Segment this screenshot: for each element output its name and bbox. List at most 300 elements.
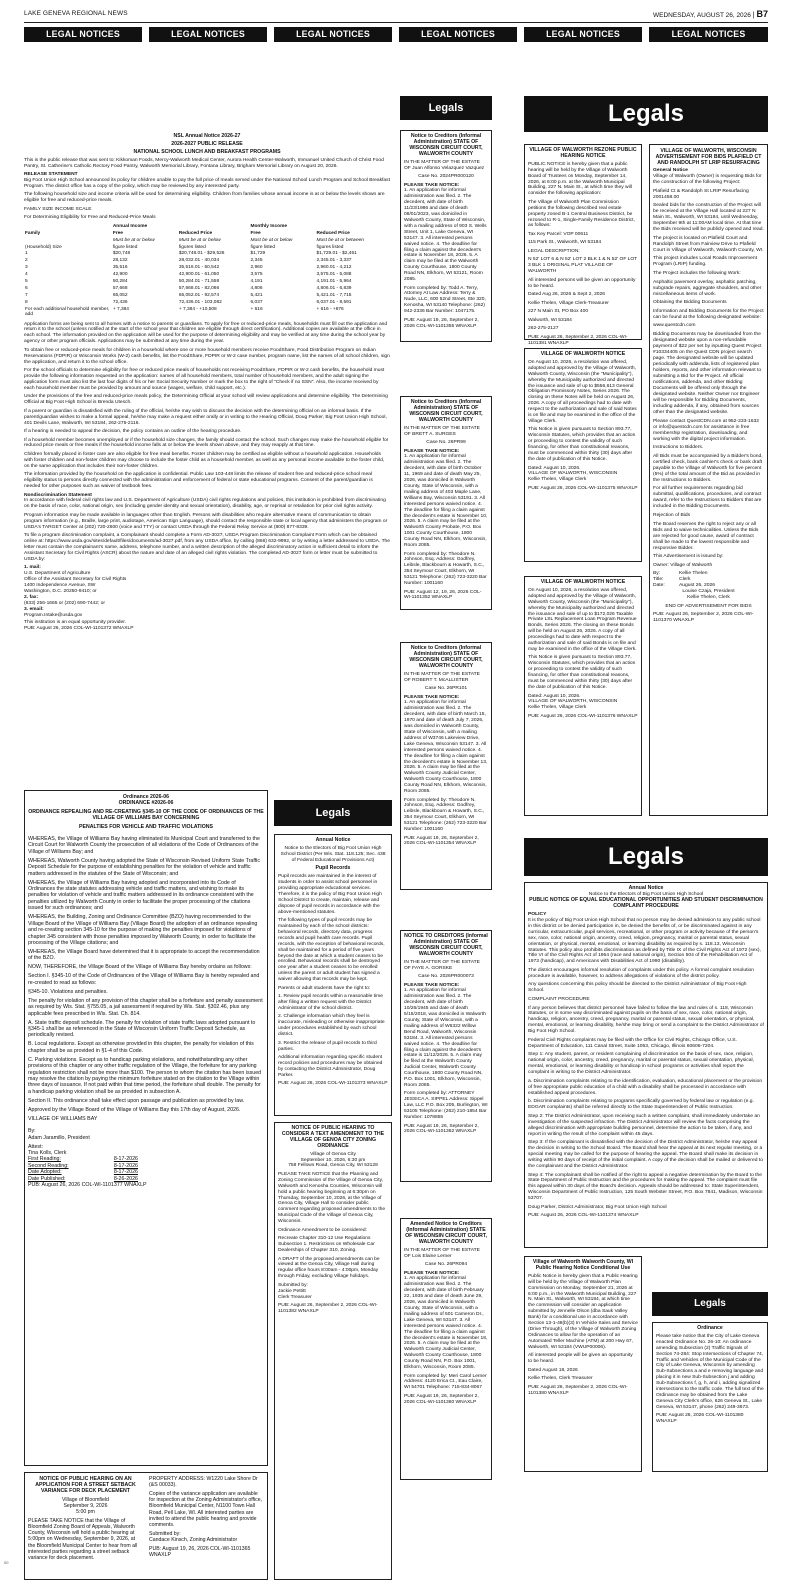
rezone-line-5: LEGAL DESCRIPTION:	[528, 248, 580, 254]
rezone-line-9: Kellie Thelen, Village Clerk-Treasurer	[528, 300, 609, 306]
bids-sig-label: Date:	[653, 583, 665, 589]
bloom-copies: Copies of the variance application are available for inspection at the Zoning Administrator's office, Bloomfield Municipal Center, N1100 Town Hall Road, Pell Lake, WI. All interested parties are invited to attend the public hearing and provide comments.	[149, 1491, 263, 1529]
rezone-line-7: All interested persons will be given an opportunity to be heard.	[528, 277, 636, 289]
rezone-line-2: The Village of Walworth Plan Commission petitions the following described real estate property zoned B-1 Central Business District, be rezoned to R-1, Single-Family Residence District, as follows:	[528, 199, 635, 229]
ord-reading-date: 8-17-2026	[113, 1169, 138, 1176]
bids-paragraph-13: Instructions to Bidders.	[653, 445, 704, 451]
income-cell: 6,037.01 - 8,591	[316, 299, 352, 305]
income-cell: 57,668.01 - 82,066	[178, 285, 220, 291]
bids-sig-label: By:	[653, 571, 661, 577]
cred5-body: 1. An application for informal administration was filed. 2. The decedent, with date of birth February 22, 1935 and date of death June 29, 2026, was domiciled in Walworth County, State of Wisconsin, with a mailing address of 501 Cameron Dr., Lake Geneva, WI 53147. 3. All interested persons waived notice. 4. The deadline for filing a claim against the decedent's estate is November 18, 2026. 5. A claim may be filed at the Walworth County Judicial Center, Walworth County Courthouse, 1800 County Road NN, P.O. Box 1001, Elkhorn, Wisconsin, Room 2085.	[404, 1276, 488, 1371]
bf-paragraph-7: Step 1: Any student, parent, or resident complaining of discrimination on the basis of sex, race, religion, national origin, color, ancestry, creed, pregnancy, marital or parental status, sexual orientation, physical, mental, emotional, or learning disability or handicap in school programs or activities shall report the complaint in writing to the District Administrator.	[528, 1052, 754, 1076]
ord-reading-date: 8-26-2026	[113, 1175, 138, 1182]
nsl-body-paragraph-1: Application forms are being sent to all homes with a notice to parents or guardians. To apply for free or reduced-price meals, households must fill out the application and return it to the school (unless notified at the start of the school year that children are eligible through direct certification). Additional copies are available at the office in each school. The information provided on the application will be used for the purpose of determining eligibility and may be verified at any time during the school year by agency or other program officials. Applications may be submitted at any time during the year.	[24, 321, 388, 345]
bf-paragraph-10: Step 2: The District Administrator, upon receiving such a written complaint, shall immediately undertake an investigation of the suspected infraction. The District Administrator will review the facts comprising the alleged discrimination with appropriate building personnel, determine the action to be taken, if any, and report in writing the result of the complaint within 45 days.	[528, 1113, 760, 1137]
bids-sig-value: Kellie Thelen	[679, 571, 708, 577]
ord-paragraph-13: Section II. This ordinance shall take effect upon passage and publication as provided by law.	[28, 1097, 245, 1104]
bloom-date: September 9, 2026	[63, 1502, 108, 1509]
advertisement-for-bids	[649, 144, 768, 816]
lg-text: Please take notice that the City of Lake Geneva enacted Ordinance No. 26-10: An ordinance amending Subsection (2) Traffic Signals of Section 74-284: Stop Intersections of Chapter 74, Traffic and Vehicles of the Municipal Code of the City of Lake Geneva, Wisconsin by amending Sub-Subsections a and e removing language and placing it in new Sub-Subsection j and adding Sub-Subsections f, g, h, and i, adding signalized intersections to the traffic code. The full text of the Ordinance may be obtained from the Lake Geneva City Clerk's office, 626 Geneva St., Lake Geneva, WI 53147, phone (262) 249-3673.	[656, 1333, 764, 1410]
mail-label: 1. mail:	[24, 565, 41, 571]
bf-paragraph-6: Federal Civil Rights complaints may be filed with the Office for Civil Rights, Chicago Office, U.S. Department of Education, 111 Canal Street, Suite 1053, Chicago, Illinois 60606-7204.	[528, 1037, 737, 1049]
bids-paragraph-18: This Advertisement is issued by:	[653, 554, 724, 560]
cu-paragraph-2: All interested people will be given an opportunity to be heard.	[528, 1353, 633, 1365]
income-row	[24, 258, 390, 265]
mail-line-3: 1400 Independence Avenue, SW	[24, 583, 96, 588]
income-cell: 1	[25, 251, 28, 257]
rezone-line-4: 115 Park St., Walworth, WI 53184	[528, 240, 602, 246]
nsl-nd-paragraph-2: Program information may be made available in languages other than English. Persons with disabilities who require alternative means of communication to obtain program information (e.g., Braille, large print, audiotape, American Sign Language), should contact the responsible state or local agency that administers the program or USDA's TARGET Center at (202) 720-2600 (voice and TTY) or contact USDA through the Federal Relay Service at (800) 877-8339.	[24, 512, 388, 530]
income-cell: 3	[25, 265, 28, 271]
bids-paragraph-16: Rejection of Bids	[653, 512, 691, 518]
ord-paragraph-4: WHEREAS, the Building, Zoning and Ordinance Committee (BZO) having recommended to the Village Board of the Village of Williams Bay (Village Board) the adoption of an ordinance repealing and re-creating section 345-10 for the purpose of making the penalties imposed for violations of chapter 345 consistent with those penalties imposed by Walworth County, in order to facilitate the processing of the Village citations; and	[28, 914, 258, 946]
income-cell: 65,052	[112, 292, 128, 298]
cred4-form: Form completed by: ATTORNEY JESSICA A. SIPPEL Address: Sippel Law, LLC P.O. Box 205, Burlington, WI 53105 Telephone: (262) 210-1854 Bar Number: 1078855	[404, 1091, 488, 1121]
cred1-form: Form completed by: Todd A. Terry, Attorney At Law Address: Terry & Nude, LLC, 600 52nd Street, Ste 320, Kenosha, WI 53140 Telephone: (262) 942-2336 Bar Number: 1047175.	[404, 285, 486, 315]
genoa-pub: PUB: August 26, September 2, 2026 COL-WI-1101382 WNAXLP	[278, 1303, 378, 1314]
cred4-pub: PUB: August 19, 26, September 2, 2026 COL-WI-1101362 WNAXLP	[404, 1123, 479, 1135]
ord-paragraph-5: WHEREAS, the Village Board have determined that it is appropriate to accept the recommendation of the BZO.	[28, 948, 260, 962]
email-line: Program.Intake@usda.gov	[24, 612, 83, 618]
bids-paragraph-9: Information and Bidding Documents for the Project can be found at the following designated website:	[653, 308, 764, 320]
bids-paragraph-11: Bidding Documents may be downloaded from the designated website upon a non-refundable payment of $22 per set by inputting Quest Project #10334405 on the Quest CDN project search page. The designated website will be updated periodically with addenda, lists of registered plan holders, reports, and other information relevant to submitting a Bid for the Project. All official notifications, addenda, and other Bidding Documents will be offered only through the designated website. Neither Owner nor Engineer will be responsible for Bidding Documents, including addenda, if any, obtained from sources other than the designated website.	[653, 331, 762, 415]
banner-1: LEGAL NOTICES	[24, 27, 142, 42]
income-cell: 4	[25, 272, 28, 278]
income-cell: 7	[25, 292, 28, 298]
income-cell: + 7,384 - +10,508	[178, 306, 217, 312]
ord-president: Adam Jaramillo, President	[28, 1134, 90, 1141]
rezone-pub: PUB: August 26, September 2, 2026 COL-WI-1101381 WNAXLP	[528, 334, 628, 346]
cred5-form: Form completed by: Meri Carol Lerner Address: 4120 Erica Ct., Eau Claire, WI 54701 Telephone: 715-834-8067	[404, 1373, 487, 1391]
creditors-mcallister	[400, 642, 492, 890]
income-cell: 28,132	[112, 258, 128, 264]
ord-paragraph-8: §345-10. Violations and penalties.	[28, 988, 108, 995]
rezone-heading: VILLAGE OF WALWORTH REZONE PUBLIC HEARING NOTICE	[529, 147, 637, 159]
cu-paragraph-4: Kellie Thelen, Clerk Treasurer	[528, 1376, 593, 1382]
bloomfield-right	[149, 1476, 264, 1561]
cred1-title: Notice to Creditors (Informal Administration) STATE OF WISCONSIN CIRCUIT COURT, WALWORTH COUNTY	[409, 133, 483, 157]
ord-paragraph-11: B. Local regulations. Except as otherwise provided in this chapter, the penalty for violation of this chapter shall be as provided in §1-4 of this Code.	[28, 1041, 254, 1054]
nsl-subtitle: 2026-2027 PUBLIC RELEASE	[171, 140, 243, 147]
conditional-use-hearing	[524, 1256, 642, 1472]
income-cell: 35,516.01 - 50,542	[178, 265, 220, 271]
legals-label-large-2: Legals	[524, 838, 768, 876]
income-cell: 2,960.01 - 4,212	[316, 265, 352, 271]
creditors-surges	[400, 396, 492, 610]
pupil-intro: Notice to the Electors of Big Foot Union High School District (Per Wis. Stat. 118.125; Sec. 438 of Federal Educational Provisions Act)	[280, 845, 386, 863]
bf-paragraph-2: The district encourages informal resolution of complaints under this policy. A formal complaint resolution procedure is available, however, to address allegations of violations of the district policy.	[528, 967, 755, 979]
bids-paragraph-4: The project is located on Plafield Court and Randolph Street from Fairview Drive to Plafield Court in Village of Walworth, Walworth County, WI.	[653, 235, 764, 253]
rezone-line-1: PUBLIC NOTICE is hereby given that a public hearing will be held by the Village of Walworth Board of Trustees on Monday, September 14, 2026, at 6:00 p.m. at the Walworth Municipal Building, 227 N. Main St., at which time they will consider the following application:	[528, 161, 632, 197]
equal-opportunity-notice	[524, 882, 768, 1248]
ord-heading: ORDINANCE REPEALING AND RE-CREATING §345-10 OF THE CODE OF ORDINANCES OF THE VILLAGE OF WILLIAMS BAY CONCERNING	[28, 808, 264, 822]
ord-paragraph-12: C. Parking violations. Except as to handicap parking violations, and notwithstanding any other provisions of this chapter or any other traffic regulation of the Village, the forfeiture for any parking regulation restriction shall not be more than $100. The person to whom the citation has been issued may resolve the citation by paying the minimum forfeiture stated on the citation to the Village within three days of issuance. If not paid within that time period, the forfeiture shall double. The penalty for a handicap parking violation shall be as provided in subsection A.	[28, 1056, 262, 1095]
ord-number: ORDINANCE #2026-06	[118, 800, 174, 807]
nsl-body	[24, 322, 390, 490]
income-cell: 42,900	[112, 272, 128, 278]
pupil-paragraph-7: Additional information regarding specific student record policies and procedures may be obtained by contacting the District Administrator, Doug Parker.	[278, 1055, 383, 1078]
nsl-body-paragraph-5: If a parent or guardian is dissatisfied with the ruling of the official, he/she may wish to discuss the decision with the determining official on an informal basis. If the parent/guardian wishes to make a formal appeal, he/she may make a request either orally or in writing to the Hearing Official, Doug Parker, Big Foot Union High School, 401 Devils Lane, Walworth, WI 53184, 262-275-2116.	[24, 408, 387, 426]
fig-1: figure listed	[112, 244, 138, 250]
issue-date-text: WEDNESDAY, AUGUST 26, 2026	[653, 12, 751, 19]
bloom-submitted: Submitted by:	[149, 1530, 181, 1537]
cred2-form: Form completed by: Theodore N. Johnson, Esq. Address: Godfrey, Leibsle, Blackbourn & Howarth, S.C., 354 Seymour Court, Elkhorn, WI 53121 Telephone: (262) 723-3220 Bar Number: 1001160	[404, 551, 487, 587]
mail-line-2: Office of the Assistant Secretary for Civil Rights	[24, 577, 127, 583]
cred3-title: Notice to Creditors (Informal Administration) STATE OF WISCONSIN CIRCUIT COURT, WALWORTH COUNTY	[409, 645, 483, 669]
income-row	[24, 292, 390, 299]
bids-paragraph-1: Village of Walworth (Owner) is requesting Bids for the construction of the following Project:	[653, 174, 762, 185]
income-cell: 42,900.01 - 61,050	[178, 272, 220, 278]
ord-paragraph-10: A. State traffic deposit schedule. The penalty for violation of state traffic laws adopted pursuant to §345-1 shall be as referenced in the State of Wisconsin Uniform Traffic Deposit Schedule, as periodically revised.	[28, 1019, 256, 1039]
bids-paragraph-3: Sealed bids for the construction of the Project will be received at the Village Hall located at 227 N Main St., Walworth, WI 53184, until Wednesday, September 9th at 11:00AM local time. At that time the Bids received will be publicly opened and read.	[653, 203, 764, 233]
col-family: Family	[25, 230, 41, 236]
legals-label-small: Legals	[400, 96, 492, 120]
income-row	[24, 299, 390, 306]
ord-clerk: Tina Kolls, Clerk	[28, 1150, 67, 1156]
genoa-paragraph-2: Ordinance Amendment to be considered:	[278, 1227, 367, 1233]
page-number: B7	[756, 9, 768, 19]
col-free-annual: Free	[112, 230, 123, 236]
n1-name: Kellie Thelen, Village Clerk	[528, 477, 587, 483]
income-cell: 2,960	[250, 265, 263, 271]
bids-paragraph-19: Owner: Village of Walworth	[653, 562, 713, 568]
publication-name: LAKE GENEVA REGIONAL NEWS	[24, 10, 128, 17]
income-cell: 5,421	[250, 292, 263, 298]
cred3-case: Case No. 26PR101	[424, 686, 468, 692]
cred4-case: Case No. 2026PR000073	[418, 974, 474, 980]
income-row	[24, 306, 390, 319]
sub-free: Must be at or below	[112, 237, 155, 243]
income-cell: 35,516	[112, 265, 128, 271]
income-cell: 5	[25, 278, 28, 284]
ord-paragraph-9: The penalty for violation of any provision of this chapter shall be a forfeiture and penalty assessment as required by Wis. Stat. §755.05, a jail assessment if required by Wis. Stat. §302.46, plus any applicable fees prescribed in Wis. Stat. Ch. 814.	[28, 997, 263, 1017]
sub-reduced: Must be at or below	[178, 237, 221, 243]
pupil-heading: Pupil Records	[315, 865, 351, 872]
ord-title: Ordinance 2026-06	[122, 794, 170, 800]
bf-title: Annual Notice	[628, 885, 664, 891]
n2-heading: VILLAGE OF WALWORTH NOTICE	[540, 579, 626, 585]
cred1-body: 1. An application for informal administration was filed. 2. The decedent, with date of birth 11/23/1986 and date of death 08/01/2023, was domiciled in Walworth County, State of Wisconsin, with a mailing address of 903 S. Wells Street, Unit 1, Lake Geneva, WI 53147. 3. All interested persons waived notice. 4. The deadline for filing a claim against the decedent's estate is November 18, 2026. 5. A claim may be filed at the Walworth County Courthouse, 1800 County Road NN, Elkhorn, WI 53121, Room 2085.	[404, 188, 487, 283]
col-reduced-annual: Reduced Price	[178, 230, 213, 236]
cred5-case: Case No. 26PR094	[424, 1262, 468, 1268]
banner-2: LEGAL NOTICES	[149, 27, 267, 42]
income-cell: 3,575.01 - 5,088	[316, 272, 352, 278]
pupil-title: Annual Notice	[315, 837, 351, 843]
pupil-paragraphs	[278, 874, 388, 1079]
cred3-body: 1. An application for informal administration was filed. 2. The decedent, with date of birth March 15, 1970 and date of death July 7, 2026, was domiciled in Walworth County, State of Wisconsin, with a mailing address of W3746 Lakeview Drive, Lake Geneva, Wisconsin 53147. 3. All interested persons waived notice. 4. The deadline for filing a claim against the decedent's estate is November 13, 2026. 5. A claim may be filed at the Walworth County Judicial Center, Walworth County Courthouse, 1800 County Road NN, Elkhorn, Wisconsin, Room 2085.	[404, 700, 488, 795]
bids-signature	[653, 571, 764, 589]
genoa-name: Jackie Pettitt	[278, 1288, 306, 1294]
pupil-pub: PUB: August 26, 2026 COL-WI-1101373 WNAXLP	[278, 1081, 388, 1087]
n2-pub: PUB: August 26, 2026 COL-WI-1101376 WNAXLP	[528, 713, 638, 719]
nsl-release-text: Big Foot Union High School announced its policy for children unable to pay the full price of meals served under the National School Lunch Program and School Breakfast Program. The district office has a copy of the policy, which may be reviewed by any interested party.	[24, 178, 390, 189]
fig-3: figure listed	[250, 244, 276, 250]
bf-paragraph-4: COMPLAINT PROCEDURE	[528, 996, 590, 1002]
n1-pub: PUB: August 26, 2026 COL-WI-1101375 WNAXLP	[528, 485, 638, 491]
genoa-addr: 758 Fellows Road, Genoa City, WI 53128	[288, 1163, 378, 1169]
income-row	[24, 285, 390, 292]
bf-paragraphs	[528, 918, 764, 1211]
income-cell: 2	[25, 258, 28, 264]
banner-6: LEGAL NOTICES	[649, 27, 768, 42]
genoa-place: Village of Genoa City	[310, 1151, 356, 1157]
rezone-line-8: Dated Aug 26, 2026 & Sept 2, 2026	[528, 292, 605, 298]
income-cell: 4,806	[250, 285, 263, 291]
legals-label-large: Legals	[524, 96, 768, 132]
cu-pub: PUB: August 26, September 2, 2026 COL-WI-1101380 WNAXLP	[528, 1384, 628, 1396]
n1-dated: Dated: August 10, 2026.	[528, 465, 581, 471]
ordinance-williams-bay	[24, 790, 268, 1466]
sub-m-reduced: Must be at or between	[316, 237, 364, 243]
nsl-heading: NATIONAL SCHOOL LUNCH AND BREAKFAST PROGRAMS	[133, 148, 281, 155]
nsl-annual-notice	[24, 134, 390, 772]
n1-text2: This Notice is given pursuant to Section 893.77, Wisconsin Statutes, which provides that an action or proceeding to contest the validity of such financing, for other than constitutional reasons, must be commenced within thirty (30) days after the date of publication of this Notice.	[528, 427, 636, 462]
fax-label: 2. fax:	[24, 594, 39, 600]
bf-paragraph-8: a. Discrimination complaints relating to the identification, evaluation, educational placement or the provision of free appropriate public education of a child with a disability shall be processed in accordance with established appeal procedures.	[528, 1078, 763, 1096]
genoa-paragraph-4: A DRAFT of the proposed amendments can be viewed at the Genoa City, Village Hall during regular office hours 8:00am - 4:00pm, Monday through Friday, excluding Village holidays.	[278, 1256, 380, 1280]
income-cell: $1,729	[250, 251, 266, 257]
ord-reading-label: Date Published:	[28, 1175, 66, 1182]
bf-paragraph-5: If any person believes that district personnel have failed to follow the law and rules of s. 118, Wisconsin Statutes, or in some way discriminated against pupils on the basis of sex, race, color, national origin, handicap, religion, ancestry, creed, pregnancy, marital or parental status, sexual orientation, or physical, mental, emotional, or learning disability, he/she may bring or send a complaint to the District Administrator of Big Foot High School.	[528, 1005, 764, 1035]
genoa-role: Clerk Treasurer	[278, 1294, 312, 1300]
income-cell: 8	[25, 299, 28, 305]
income-cell: 72,436.01 - 103,082	[178, 299, 222, 305]
lg-heading: Ordinance	[697, 1325, 723, 1331]
cred2-take: PLEASE TAKE NOTICE:	[404, 448, 460, 454]
nsl-body-paragraph-3: For the school officials to determine eligibility for free or reduced price meals of households not receiving FoodShare, FDPIR or W-2 cash benefits, the household must provide the following information requested on the application: names of all household members, total number of household members, and the adult signing the application form must also list the last four digits of his or her Social Security Number or mark the box to the right of "Check if no SSN". Also, the income received by each household member must be provided by amount and source (wages, welfare, child support, etc.).	[24, 368, 385, 391]
bf-intro: Notice to the Electors of Big Foot Union High School	[588, 891, 704, 897]
nsl-nd-paragraph-3: To file a program discrimination complaint, a Complainant should complete a Form AD-3027, USDA Program Discrimination Complaint Form which can be obtained online at: https://www.usda.gov/sites/default/files/documents/ad-3027.pdf, from any USDA office, by calling (866) 632-9992, or by writing a letter addressed to USDA. The letter must contain the complainant's name, address, telephone number, and a written description of the alleged discriminatory action in sufficient detail to inform the Assistant Secretary for Civil Rights (ASCR) about the nature and date of an alleged civil rights violation. The completed AD-3027 form or letter must be submitted to USDA by:	[24, 533, 390, 562]
nsl-body-paragraph-4: Under the provisions of the free and reduced-price meals policy, the Determining Official at your school will review applications and determine eligibility. The Determining Official at Big Foot High School is Brenda Utesch.	[24, 394, 388, 406]
pupil-paragraph-4: 1. Review pupil records within a reasonable time after filing a written request with the District Administrator of the school district.	[278, 994, 383, 1011]
mail-line-1: U.S. Department of Agriculture	[24, 571, 91, 577]
nsl-body-paragraph-2: To obtain free or reduced-price meals for children in a household where one or more household members receive FoodShare, Food Distribution Program on Indian Reservations (FDPIR) or Wisconsin Works (W-2) cash benefits, list the FoodShare, FDPIR or W-2 case number, program name, list the names of all school children, sign the application, and return it to the school office.	[24, 347, 390, 365]
cred2-case: Case No. 26PR99	[426, 440, 466, 446]
ord-paragraph-7: Section I. §345-10 of the Code of Ordinances of the Village of Williams Bay is hereby repealed and re-created to read as follows:	[28, 973, 260, 986]
genoa-paragraph-1: PLEASE TAKE NOTICE that the Planning and Zoning Commission of the Village of Genoa City, Walworth and Kenosha Counties, Wisconsin will hold a public hearing beginning at 6:30pm on Thursday, September 10, 2026, at the Village of Genoa City, Village Hall to consider public comment regarding proposed amendments to the Municipal Code of the Village of Genoa City, Wisconsin.	[278, 1171, 386, 1225]
income-cell: 65,052.01 - 92,574	[178, 292, 220, 298]
genoa-city-hearing	[274, 1122, 392, 1580]
income-cell: For each additional household member, add	[25, 306, 110, 318]
col-annual: Annual Income	[112, 223, 148, 229]
cred2-pub: PUB: August 12, 19, 26, 2026 COL-WI-1101352 WNAXLP	[404, 589, 482, 601]
bids-heading: VILLAGE OF WALWORTH, WISCONSIN ADVERTISEMENT FOR BIDS PLAFIELD CT AND RANDOLPH ST LRIP RESURFACING	[655, 148, 762, 166]
income-row	[24, 271, 390, 278]
cred1-pub: PUB: August 19, 26, September 2, 2026 COL-WI-1101355 WNAXLP	[404, 317, 479, 329]
income-cell: 57,668	[112, 285, 128, 291]
bids-sig-value: August 26, 2026	[679, 583, 715, 589]
nsl-scale-text: The following household size and income criteria will be used for determining eligibility. Children from families whose annual income is at or below the levels shown are eligible for free and reduced-price meals.	[24, 192, 385, 204]
income-cell: 4,191	[250, 278, 263, 284]
cu-paragraph-3: Dated August 18, 2026	[528, 1367, 578, 1373]
income-cell: 3,575	[250, 272, 263, 278]
nsl-body-paragraph-9: The information provided by the household on the application is confidential. Public Law 103-448 limits the release of student free and reduced-price school meal eligibility status to persons directly connected with the administration and enforcement of federal or state educational programs. Consent of the parent/guardian is needed for other purposes such as waiver of textbook fees.	[24, 472, 373, 490]
walworth-notice-1	[524, 348, 642, 562]
rezone-line-10: 227 N Main St, PO Box 400	[528, 309, 589, 315]
ord-readings	[28, 1156, 264, 1182]
nsl-body-paragraph-6: If a hearing is needed to appeal the decision, the policy contains an outline of the hearing procedure.	[24, 429, 242, 434]
n2-name: Kellie Thelen, Village Clerk	[528, 705, 587, 711]
bids-notice-label: General Notice	[653, 168, 688, 173]
col-free-monthly: Free	[250, 230, 261, 236]
income-cell: 72,436	[112, 299, 128, 305]
cu-paragraph-1: Public Notice is hereby given that a Public Hearing will be held by the Village of Walworth Plan Commission on Monday, September 21, 2026 at 6:00 p.m., in the Walworth Municipal Building, 227 N. Main St., Walworth, WI 53184, at which time the commission will consider an application submitted by Jennelle Olson (dba Sauk Valley Bank) for a conditional use in accordance with Section 13-1-48(b)(3) In Vehicle Sales and Service (Drive Through), of the Village of Walworth Zoning Ordinances to allow for the operation of an Automated Teller Machine (ATM) at 200 Hwy 67, Walworth, WI 53184 (VWUP00006).	[528, 1273, 638, 1350]
cred5-take: PLEASE TAKE NOTICE:	[404, 1270, 460, 1276]
cred3-matter: IN THE MATTER OF THE ESTATE OF ROBERT T. McALLISTER	[404, 671, 480, 683]
bloom-pub: PUB: August 19, 26, 2026 COL-WI-1101365 WNAXLP	[149, 1545, 251, 1559]
genoa-submitted: Submitted by:	[278, 1282, 308, 1288]
nsl-scale-label: FAMILY SIZE INCOME SCALE	[24, 206, 92, 212]
genoa-when: September 10, 2026, 6:30 pm	[300, 1157, 366, 1163]
rezone-line-3: Tax Key Parcel: VOP 00611	[528, 231, 589, 237]
income-cell: $20,748	[112, 251, 131, 257]
fax-line: (833) 256-1665 or (202) 690-7442; or	[24, 600, 106, 606]
bids-paragraph-7: Asphaltic pavement overlay, asphaltic patching, subgrade repairs, aggregate shoulders, and other miscellaneous items of work.	[653, 279, 762, 297]
banner-5: LEGAL NOTICES	[524, 27, 642, 42]
pupil-paragraph-3: Parents or adult students have the right to:	[278, 985, 371, 991]
nsl-table-caption: For Determining Eligibility for Free and Reduced-Price Meals	[24, 215, 156, 221]
bloom-heading: NOTICE OF PUBLIC HEARING ON AN APPLICATION FOR A STREET SETBACK VARIANCE FOR DECK PLACEMENT	[35, 1476, 136, 1495]
n1-text: On August 10, 2026, a resolution was offered, adopted and approved by the Village of Walworth, Walworth County, Wisconsin (the "Municipality"), whereby the Municipality authorized and directed the issuance and sale of up to $556,613 General Obligation Promissory Notes, Series 2026. The closing on these Notes will be held on August 26, 2026. A copy of all proceedings had to date with respect to the authorization and sale of said Notes is on file and may be examined in the office of the Village Clerk.	[528, 359, 637, 424]
income-row	[24, 265, 390, 272]
banner-3: LEGAL NOTICES	[274, 27, 392, 42]
bf-paragraph-1: It is the policy of Big Foot Union High School that no person may be denied admission to any public school in this district or be denied participation in, be denied the benefits of, or be discriminated against in any curricular, extracurricular, pupil services, recreational, or other program or activity because of the person's sex, race, color, national origin, ancestry, creed, religion, pregnancy, marital or parental status, sexual orientation, or physical, mental, emotional, or learning disability as required by s. 118.13, Wisconsin Statutes. This policy also prohibits discrimination as defined by Title IX of the Civil Rights Act of 1972 (sex), Title VI of the Civil Rights Act of 1964 (race and national origin), Section 504 of the Rehabilitation Act of 1973 (handicap), and Americans with Disabilities Act of 1990 (disability).	[528, 917, 761, 965]
n2-text: On August 10, 2026, a resolution was offered, adopted and approved by the Village of Walworth, Walworth County, Wisconsin (the "Municipality"), whereby the Municipality authorized and directed the issuance and sale of up to $172,026 Taxable Private LSL Replacement Loan Program Revenue Bonds, Series 2026. The closing on these Bonds will be held on August 26, 2026. A copy of all proceedings had to date with respect to the authorization and sale of said Bonds is on file and may be examined in the office of the Village Clerk.	[528, 587, 637, 652]
pupil-paragraph-1: Pupil records are maintained in the interest of students in order to assist school personnel in providing appropriate educational services. Therefore, it is the policy of Big Foot Union High School District to create, maintain, release and dispose of pupil records in accordance with the above-mentioned statutes.	[278, 874, 382, 915]
bids-paragraph-14: All Bids must be accompanied by a Bidder's bond, certified check, bank cashier's check or bank draft payable to the Village of Walworth for five percent (5%) of the total amount of the Bid as provided in the Instructions to Bidders.	[653, 453, 763, 483]
cu-heading: Village of Walworth Walworth County, WI Public Hearing Notice Conditional Use	[532, 1259, 634, 1271]
income-cell: 4,806.01 - 6,839	[316, 285, 352, 291]
genoa-paragraphs	[278, 1172, 388, 1280]
walworth-notice-2	[524, 576, 642, 816]
ord-paragraphs	[28, 836, 264, 1122]
bf-policy: POLICY	[528, 911, 547, 917]
income-cell: 6,037	[250, 299, 263, 305]
bids-paragraph-17: The Board reserves the right to reject any or all Bids and to waive technicalities. Unless the Bids are rejected for good cause, award of contract shall be made to the lowest responsible and responsive Bidder.	[653, 521, 759, 551]
col-household: (Household) Size	[25, 244, 62, 250]
ord-paragraph-2: WHEREAS, Walworth County having adopted the State of Wisconsin Revised Uniform State Traffic Deposit Schedule for the purpose of establishing penalties for the violation of vehicle and traffic matters addressed in the statutes of the State of Wisconsin; and	[28, 857, 260, 877]
ord-paragraph-3: WHEREAS, the Village of Williams Bay having adopted and incorporated into its Code of Ordinances the state statutes addressing vehicle and traffic matters, and wishing to make its penalties for violation of vehicle and traffic matters addressed in its ordinance consistent with the penalties utilized by Walworth County in order to facilitate the proper processing of the citations issued for such ordinances; and	[28, 879, 254, 912]
income-cell: $20,748.01 - $29,526	[178, 251, 225, 257]
income-cell: 50,284	[112, 278, 128, 284]
income-cell: 5,421.01 - 7,715	[316, 292, 352, 298]
pupil-records-notice	[274, 834, 392, 1116]
bids-paragraph-5: This project includes Local Roads Improvement Program (LRIP) funding.	[653, 256, 758, 268]
ord-reading-label: Date Adopted:	[28, 1169, 62, 1176]
cred4-matter: IN THE MATTER OF THE ESTATE OF FAYE A. GORSKE	[404, 959, 480, 971]
rezone-line-12: 262-275-2127	[528, 326, 559, 332]
issue-date: WEDNESDAY, AUGUST 26, 2026 | B7	[653, 9, 768, 19]
income-cell: $1,729.01 - $2,461	[316, 251, 357, 257]
ord-attest: Attest:	[28, 1143, 44, 1150]
bids-paragraph-12: Please contact QuestCDN.com at 952-233-1632 or info@questcdn.com for assistance in free membership registration, downloading, and working with the digital project information.	[653, 418, 759, 442]
income-cell: 2,345	[250, 258, 263, 264]
bids-end: END OF ADVERTISEMENT FOR BIDS	[665, 603, 752, 609]
income-cell: 6	[25, 285, 28, 291]
n2-text2: This Notice is given pursuant to Section 893.77, Wisconsin Statutes, which provides that an action or proceeding to contest the validity of such financing, for other than constitutional reasons, must be commenced within thirty (30) days after the date of publication of this Notice.	[528, 655, 636, 690]
n2-dated: Dated: August 10, 2026.	[528, 693, 581, 699]
bids-paragraph-6: The Project includes the following Work:	[653, 270, 741, 276]
bloom-property: PROPERTY ADDRESS: W1220 Lake Shore Dr (&S 00033).	[149, 1476, 258, 1489]
cred1-case: Case No. 2024PR000120	[418, 174, 474, 180]
bf-paragraph-13: Doug Parker, District Administrator, Big Foot Union High School	[528, 1204, 667, 1210]
bloom-text: PLEASE TAKE NOTICE that the Village of Bloomfield Zoning Board of Appeals, Walworth County, Wisconsin will hold a public hearing at 5:00pm on Wednesday, September 9, 2026, at the Bloomfield Municipal Center to hear from all interested parties regarding a street setback variance for deck placement.	[28, 1517, 138, 1562]
bids-sig2: Louise Czaja, President	[682, 589, 735, 595]
cred3-pub: PUB: August 19, 26, September 2, 2026 COL-WI-1101354 WNAXLP	[404, 835, 479, 847]
lg-pub: PUB: August 26, 2026 COL-WI-1101380 WNAXLP	[656, 1413, 744, 1425]
nsl-nondiscrimination	[24, 498, 390, 562]
bf-paragraph-9: b. Discrimination complaints relating to programs specifically governed by federal law or regulation (e.g. EDGAR complaints) shall be referred directly to the State Superintendent of Public Instruction.	[528, 1099, 754, 1111]
masthead-rule	[24, 22, 768, 23]
bids-paragraph-10: www.questcdn.com	[653, 323, 696, 329]
income-row	[24, 251, 390, 258]
bf-paragraph-3: Any questions concerning this policy should be directed to the District Administrator of Big Foot High School.	[528, 982, 747, 994]
n1-heading: VILLAGE OF WALWORTH NOTICE	[540, 351, 626, 357]
income-cell: 50,284.01 - 71,558	[178, 278, 220, 284]
rezone-paragraphs	[528, 162, 638, 332]
cred3-form: Form completed by: Theodore N. Johnson, Esq. Address: Godfrey, Leibsle, Blackbourn & Howarth, S.C., 354 Seymour Court, Elkhorn, WI 53121 Telephone: (262) 723-3220 Bar Number: 1001160	[404, 797, 487, 833]
bf-pub: PUB: August 26, 2026 COL-WI-1101374 WNAXLP	[528, 1213, 639, 1219]
nsl-release-label: RELEASE STATEMENT	[24, 172, 78, 178]
cred5-matter: IN THE MATTER OF THE ESTATE OF Lois Elaine Lerner	[404, 1247, 480, 1259]
ord-reading-label: Second Reading:	[28, 1162, 69, 1169]
bids-sig-value: Clerk	[679, 577, 691, 583]
bids-paragraph-8: Obtaining the Bidding Documents	[653, 300, 727, 306]
income-rows	[24, 251, 390, 319]
nsl-nd-paragraph-1: In accordance with federal civil rights law and U.S. Department of Agriculture (USDA) civil rights regulations and policies, this institution is prohibited from discriminating on the basis of race, color, national origin, sex (including gender identity and sexual orientation), disability, age, or reprisal or retaliation for prior civil rights activity.	[24, 498, 386, 510]
cred3-take: PLEASE TAKE NOTICE:	[404, 694, 460, 700]
ord-paragraph-14: Approved by the Village Board of the Village of Williams Bay this 17th day of August, 2026.	[28, 1106, 241, 1113]
cred1-matter: IN THE MATTER OF THE ESTATE OF Juan Alfonso Velazquez Vazquez	[404, 159, 485, 171]
creditors-gorske	[400, 930, 492, 1182]
cred2-body: 1. An application for informal administration was filed. 2. The decedent, with date of birth October 11, 1969 and date of death May 25, 2026, was domiciled in Walworth County, State of Wisconsin, with a mailing address of 403 Maple Lane, Williams Bay, Wisconsin 53191. 3. All interested persons waived notice. 4. The deadline for filing a claim against the decedent's estate is November 10, 2026. 5. A claim may be filed at the Walworth County Probate, P.O. Box 1001 County Courthouse, 1800 County Road NN, Elkhorn, Wisconsin, Room 2085.	[404, 454, 488, 549]
creditors-velazquez	[400, 130, 492, 342]
n1-sign: VILLAGE OF WALWORTH, WISCONSIN	[528, 471, 618, 477]
fig-2: figures listed	[178, 244, 206, 250]
cred5-pub: PUB: August 19, 26, September 2, 2026 COL-WI-1101360 WNAXLP	[404, 1393, 479, 1405]
legals-label-col6: Legals	[652, 1292, 768, 1316]
pupil-paragraph-6: 3. Restrict the release of pupil records to third parties.	[278, 1040, 377, 1052]
pupil-paragraph-2: The following types of pupil records may be maintained by each of the school districts: behavioral records, directory data, progress records and pupil health care records. Pupil records, with the exception of behavioral records, shall be maintained for a period of five years beyond the date at which a student ceases to be enrolled. Behavioral records shall be destroyed one year after a student ceases to be enrolled unless the parent or adult student has signed a waiver allowing that records may be kept.	[278, 918, 385, 983]
cred2-matter: IN THE MATTER OF THE ESTATE OF BRETT A. SURGES	[404, 425, 480, 437]
nsl-closing: This institution is an equal opportunity provider.	[24, 620, 126, 626]
income-table	[24, 223, 390, 318]
mail-line-4: Washington, D.C. 20250-9410; or	[24, 588, 97, 594]
ord-paragraph-6: NOW, THEREFORE, the Village Board of the Village of Williams Bay hereby ordains as follows:	[28, 964, 252, 971]
income-cell: + 7,384	[112, 306, 129, 312]
bids-sig-label: Title:	[653, 577, 664, 583]
fig-4: figures listed	[316, 244, 344, 250]
cred5-title: Amended Notice to Creditors (Informal Administration) STATE OF WISCONSIN CIRCUIT COURT, WALWORTH COUNTY	[405, 1221, 487, 1245]
income-cell: + 616 - +876	[316, 306, 344, 312]
masthead	[24, 6, 768, 22]
bids-paragraph-2: Plafield Ct & Randolph St LRIP Resurfacing 2001458.00	[653, 188, 749, 200]
genoa-paragraph-3: Recreate Chapter 310-12 Use Regulations Subsection 1. Restrictions on Wholesale Car Dealerships of Chapter 310, Zoning.	[278, 1236, 375, 1253]
ord-by: By:	[28, 1128, 36, 1135]
pupil-paragraph-5: 2. Challenge information which they feel is inaccurate, misleading or otherwise inappropriate under procedures established by each school district.	[278, 1014, 385, 1038]
bloom-name: Candace Kinsch, Zoning Administrator	[149, 1537, 238, 1544]
nsl-body-paragraph-8: Children formally placed in foster care are also eligible for free meal benefits. Foster children may be certified as eligible without a household application. Households with foster children and non-foster children may choose to include the foster child as a household member, as well as any personal income available to the foster child, on the same application that includes their non-foster children.	[24, 451, 385, 469]
col-monthly: Monthly Income	[250, 223, 288, 229]
lake-geneva-ordinance	[652, 1322, 768, 1472]
bloom-place: Village of Bloomfield	[62, 1496, 109, 1503]
n2-sign: VILLAGE OF WALWORTH, WISCONSIN	[528, 699, 618, 705]
income-cell: 28,032.01 - 40,034	[178, 258, 220, 264]
banner-4: LEGAL NOTICES	[399, 27, 517, 42]
cred1-take: PLEASE TAKE NOTICE:	[404, 182, 460, 188]
rezone-line-6: N 52' LOT 6 & N 52' LOT 2 BLK 1 & N 52' OF LOT 3 BLK 1 ORIGINAL PLAT VILLAGE OF WALWORTH	[528, 257, 638, 275]
bids-paragraph-15: For all further requirements regarding bid submittal, qualifications, procedures, and contract award, refer to the Instructions to Bidders that are included in the Bidding Documents.	[653, 486, 762, 510]
